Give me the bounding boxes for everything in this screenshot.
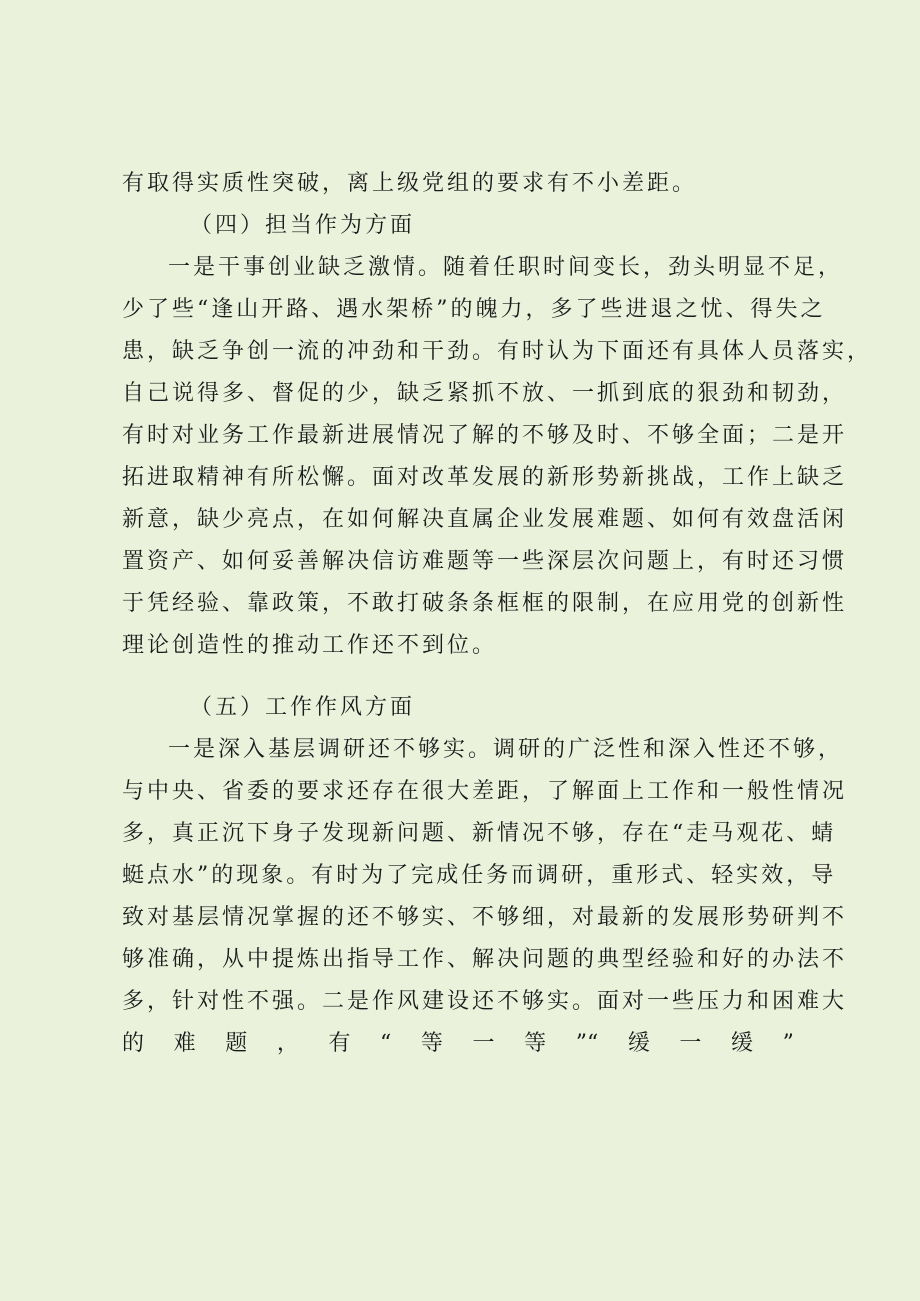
line-token: ， (276, 1031, 299, 1056)
text-line: 理论创造性的推动工作还不到位。 (122, 633, 498, 658)
text-line: 多，针对性不强。二是作风建设还不够实。面对一些压力和困难大 (122, 989, 848, 1014)
line-token: 有 (328, 1031, 351, 1056)
section-heading-5: （五）工作作风方面 (190, 695, 416, 720)
line-token: 缓 (731, 1031, 754, 1056)
text-line: 于凭经验、靠政策，不敢打破条条框框的限制，在应用党的创新性 (122, 591, 848, 616)
line-token: 难 (173, 1031, 196, 1056)
text-line: 新意，缺少亮点，在如何解决直属企业发展难题、如何有效盘活闲 (122, 507, 848, 532)
line-token: 等 (524, 1031, 547, 1056)
line-token: 题 (225, 1031, 248, 1056)
line-token: 一 (472, 1031, 495, 1056)
text-line: 少了些“逢山开路、遇水架桥”的魄力，多了些进退之忧、得失之 (122, 297, 826, 322)
line-token: 的 (122, 1031, 145, 1056)
text-line: 一是深入基层调研还不够实。调研的广泛性和深入性还不够， (168, 737, 844, 762)
text-line: 置资产、如何妥善解决信访难题等一些深层次问题上，有时还习惯 (122, 549, 848, 574)
line-token: 一 (679, 1031, 702, 1056)
line-token: ” (782, 1031, 794, 1056)
last-text-line (122, 1024, 794, 1064)
line-token: 缓 (627, 1031, 650, 1056)
text-line: 自己说得多、督促的少，缺乏紧抓不放、一抓到底的狠劲和韧劲， (122, 381, 848, 406)
text-line: 一是干事创业缺乏激情。随着任职时间变长，劲头明显不足， (168, 255, 844, 280)
text-line: 与中央、省委的要求还存在很大差距，了解面上工作和一般性情况 (122, 779, 848, 804)
text-line: 拓进取精神有所松懈。面对改革发展的新形势新挑战，工作上缺乏 (122, 465, 848, 490)
text-line: 够准确，从中提炼出指导工作、解决问题的典型经验和好的办法不 (122, 947, 848, 972)
text-line: 有时对业务工作最新进展情况了解的不够及时、不够全面；二是开 (122, 423, 848, 448)
text-line: 多，真正沉下身子发现新问题、新情况不够，存在“走马观花、蜻 (122, 821, 837, 846)
line-token: ”“ (575, 1031, 599, 1056)
text-line: 蜓点水”的现象。有时为了完成任务而调研，重形式、轻实效，导 (122, 863, 837, 888)
line-token: 等 (420, 1031, 443, 1056)
text-line: 患，缺乏争创一流的冲劲和干劲。有时认为下面还有具体人员落实， (122, 339, 873, 364)
text-line: 致对基层情况掌握的还不够实、不够细，对最新的发展形势研判不 (122, 905, 848, 930)
section-heading-4: （四）担当作为方面 (190, 213, 416, 238)
text-line: 有取得实质性突破，离上级党组的要求有不小差距。 (122, 171, 698, 196)
line-token: “ (380, 1031, 392, 1056)
